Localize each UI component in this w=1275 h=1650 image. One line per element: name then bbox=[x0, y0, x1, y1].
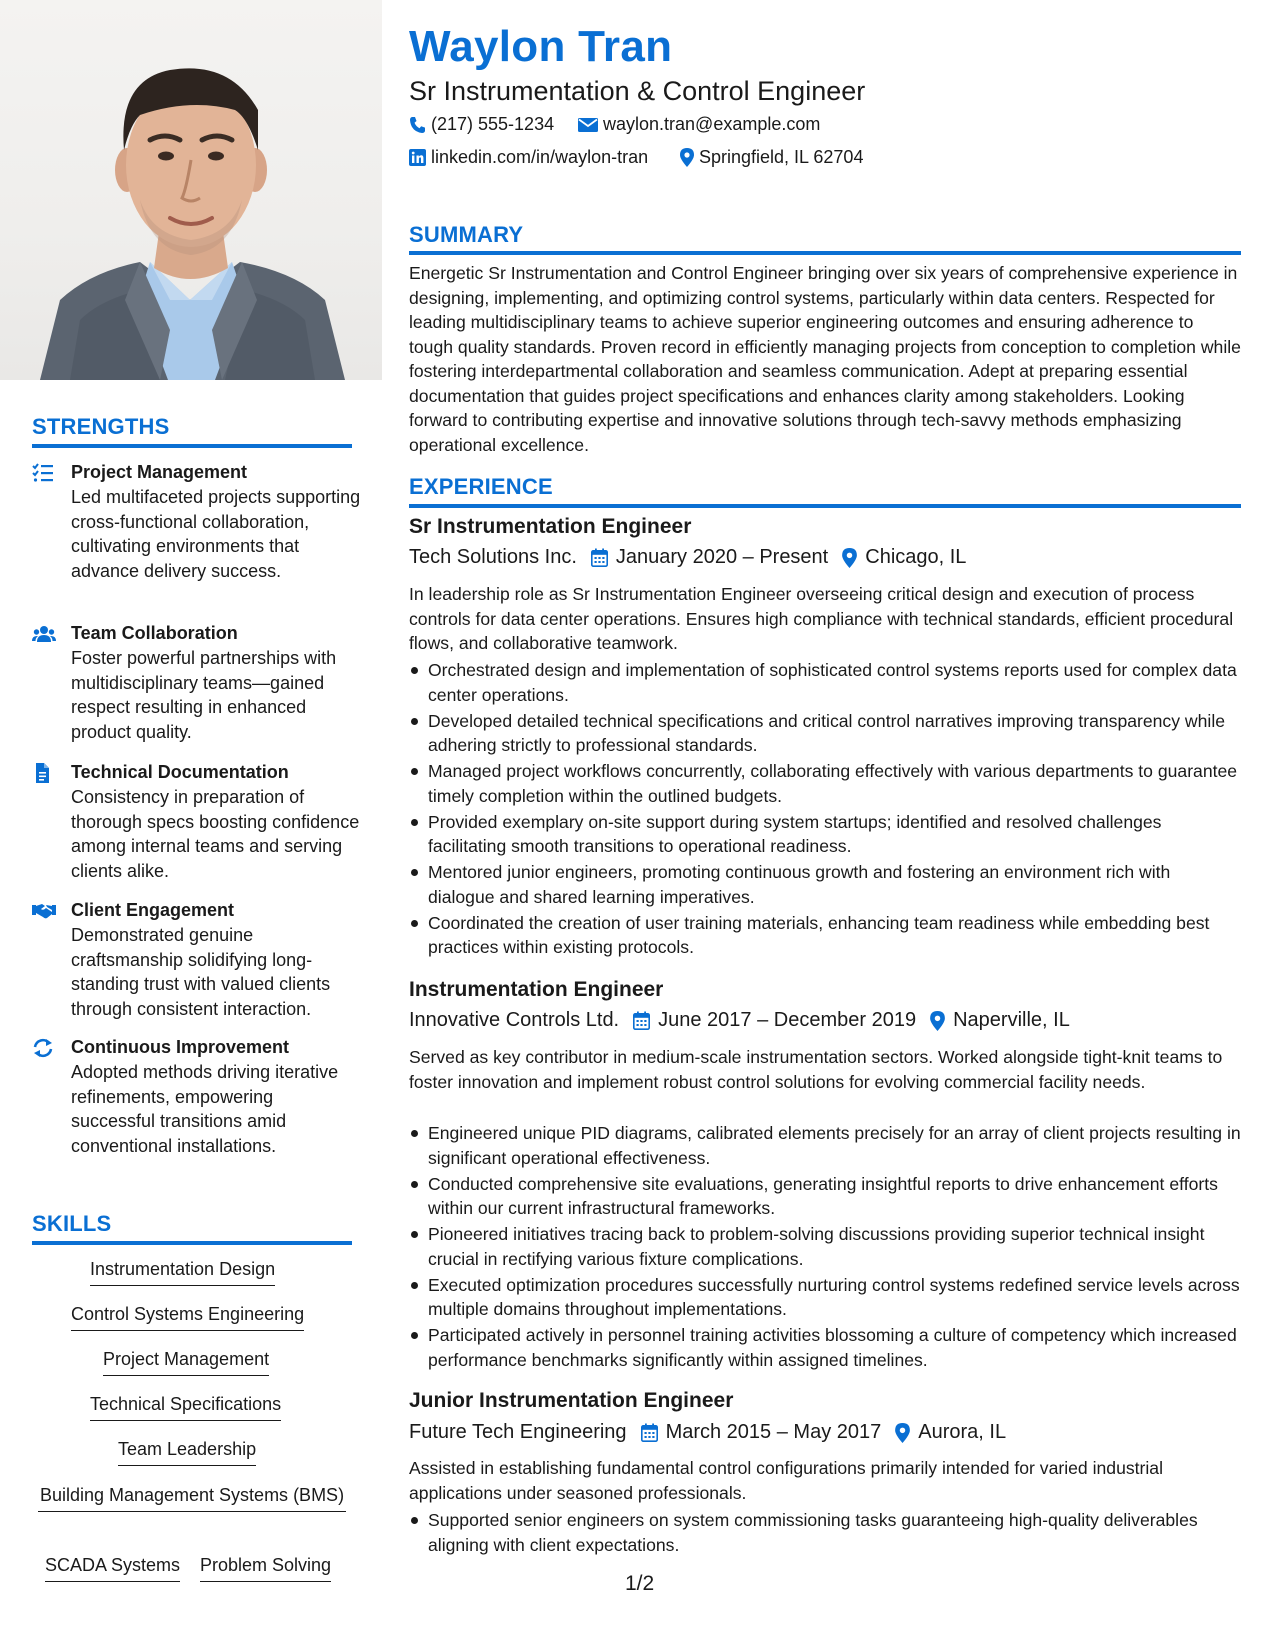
job-dates: March 2015 – May 2017 bbox=[665, 1421, 882, 1443]
contact-location bbox=[680, 147, 863, 168]
list-item: Pioneered initiatives tracing back to problem-solving discussions providing superior technical insight crucial in rectifying various fixture complications. bbox=[409, 1222, 1241, 1271]
refresh-icon bbox=[32, 1038, 54, 1058]
summary-heading: SUMMARY bbox=[409, 222, 524, 247]
handshake-icon bbox=[32, 901, 54, 921]
job-meta bbox=[409, 1009, 1070, 1032]
candidate-role: Sr Instrumentation & Control Engineer bbox=[409, 76, 866, 106]
contact-email bbox=[578, 114, 820, 135]
list-item: Conducted comprehensive site evaluations, generating insightful reports to drive enhancement efforts within our current infrastructural frameworks. bbox=[409, 1172, 1241, 1221]
list-item: Developed detailed technical specifications and critical control narratives improving transparency while adhering strictly to professional standards. bbox=[409, 709, 1241, 758]
list-item: Supported senior engineers on system commissioning tasks guaranteeing high-quality deliverables aligning with client expectations. bbox=[409, 1508, 1241, 1557]
job-title: Instrumentation Engineer bbox=[409, 978, 664, 1001]
strength-name: Team Collaboration bbox=[71, 623, 238, 643]
job-location: Chicago, IL bbox=[865, 546, 967, 568]
list-item: Provided exemplary on-site support during system startups; identified and resolved challenges facilitating smooth transitions to operational readiness. bbox=[409, 810, 1241, 859]
job-location: Aurora, IL bbox=[918, 1421, 1007, 1443]
skill-tag: Project Management bbox=[103, 1348, 269, 1376]
strength-name: Continuous Improvement bbox=[71, 1037, 290, 1057]
job-dates: January 2020 – Present bbox=[615, 546, 829, 568]
phone-text: (217) 555-1234 bbox=[431, 114, 555, 134]
skill-tag: Instrumentation Design bbox=[90, 1258, 275, 1286]
strength-desc: Demonstrated genuine craftsmanship solidifying long-standing trust with valued clients through consistent interaction. bbox=[71, 925, 331, 1019]
summary-divider bbox=[409, 251, 1241, 255]
job-bullets bbox=[409, 1508, 1241, 1559]
email-text: waylon.tran@example.com bbox=[603, 114, 821, 134]
job-location: Naperville, IL bbox=[953, 1009, 1070, 1031]
location-pin-icon bbox=[930, 1011, 945, 1031]
experience-heading: EXPERIENCE bbox=[409, 474, 553, 499]
linkedin-text: linkedin.com/in/waylon-tran bbox=[431, 147, 649, 167]
experience-divider bbox=[409, 504, 1241, 508]
strengths-heading: STRENGTHS bbox=[32, 414, 170, 439]
skill-tag: Control Systems Engineering bbox=[71, 1303, 304, 1331]
job-meta bbox=[409, 1421, 1006, 1444]
job-title: Sr Instrumentation Engineer bbox=[409, 515, 692, 538]
email-icon bbox=[578, 117, 598, 133]
list-item: Engineered unique PID diagrams, calibrated elements precisely for an array of client projects resulting in significant operational effectiveness. bbox=[409, 1121, 1241, 1170]
location-pin-icon bbox=[842, 548, 857, 568]
strength-name: Project Management bbox=[71, 462, 248, 482]
contact-phone bbox=[409, 114, 554, 135]
strength-desc: Led multifaceted projects supporting cross-functional collaboration, cultivating environments that advance delivery success. bbox=[71, 487, 361, 581]
job-company: Innovative Controls Ltd. bbox=[409, 1009, 620, 1031]
users-icon bbox=[32, 624, 54, 644]
list-item: Managed project workflows concurrently, collaborating effectively with various departments to guarantee timely completion within the outlined budgets. bbox=[409, 759, 1241, 808]
skills-divider bbox=[32, 1241, 352, 1245]
job-description: Served as key contributor in medium-scale instrumentation sectors. Worked alongside tight-knit teams to foster innovation and implement robust control solutions for evolving commercial facility needs. bbox=[409, 1047, 1223, 1092]
strength-desc: Consistency in preparation of thorough specs boosting confidence among internal teams and serving clients alike. bbox=[71, 787, 360, 881]
skills-heading: SKILLS bbox=[32, 1211, 112, 1236]
calendar-icon bbox=[633, 1011, 650, 1030]
strength-desc: Adopted methods driving iterative refinements, empowering successful transitions amid conventional installations. bbox=[71, 1062, 339, 1156]
calendar-icon bbox=[591, 548, 608, 567]
location-text: Springfield, IL 62704 bbox=[699, 147, 864, 167]
list-item: Mentored junior engineers, promoting continuous growth and fostering an environment rich with dialogue and shared learning imperatives. bbox=[409, 860, 1241, 909]
list-item: Participated actively in personnel training activities blossoming a culture of competency which increased performance benchmarks significantly within assigned timelines. bbox=[409, 1323, 1241, 1372]
linkedin-icon bbox=[409, 149, 426, 166]
sidebar bbox=[0, 0, 382, 1650]
candidate-name: Waylon Tran bbox=[409, 22, 673, 71]
skill-tag: Technical Specifications bbox=[90, 1393, 281, 1421]
skill-tag: Problem Solving bbox=[200, 1554, 331, 1582]
strengths-divider bbox=[32, 444, 352, 448]
contact-linkedin bbox=[409, 147, 648, 168]
list-item: Orchestrated design and implementation of sophisticated control systems reports used for complex data center operations. bbox=[409, 658, 1241, 707]
document-icon bbox=[32, 763, 54, 783]
job-bullets bbox=[409, 658, 1241, 961]
job-title: Junior Instrumentation Engineer bbox=[409, 1389, 734, 1412]
list-item: Coordinated the creation of user training materials, enhancing team readiness while embedding best practices within existing protocols. bbox=[409, 911, 1241, 960]
checklist-icon bbox=[32, 463, 54, 483]
location-pin-icon bbox=[895, 1423, 910, 1443]
job-meta bbox=[409, 546, 966, 569]
summary-text: Energetic Sr Instrumentation and Control Engineer bringing over six years of comprehensive experience in designing, implementing, and optimizing control systems, particularly within data centers. Respected for leading multidisciplinary teams to achieve superior engineering outcomes and ensuring adherence to tough quality standards. Proven record in efficiently managing projects from conception to completion while fostering interdepartmental collaboration and seamless communication. Adept at preparing essential documentation that guides project specifications and enhances clarity among stakeholders. Looking forward to contributing expertise and innovative solutions through tech-savvy methods emphasizing operational excellence. bbox=[409, 263, 1241, 455]
job-bullets bbox=[409, 1121, 1241, 1374]
job-company: Tech Solutions Inc. bbox=[409, 546, 577, 568]
job-description: Assisted in establishing fundamental control configurations primarily intended for varied industrial applications under seasoned professionals. bbox=[409, 1458, 1163, 1503]
location-pin-icon bbox=[680, 148, 694, 167]
page-number: 1/2 bbox=[625, 1572, 655, 1595]
skill-tag: SCADA Systems bbox=[45, 1554, 180, 1582]
job-dates: June 2017 – December 2019 bbox=[658, 1009, 917, 1031]
phone-icon bbox=[409, 116, 426, 134]
strength-name: Client Engagement bbox=[71, 900, 235, 920]
job-company: Future Tech Engineering bbox=[409, 1421, 627, 1443]
list-item: Executed optimization procedures successfully nurturing control systems redefined service levels across multiple domains throughout implementations. bbox=[409, 1273, 1241, 1322]
profile-photo bbox=[0, 0, 382, 380]
job-description: In leadership role as Sr Instrumentation Engineer overseeing critical design and execution of process controls for data center operations. Ensures high compliance with technical standards, efficient procedural flows, and collaborative teamwork. bbox=[409, 584, 1234, 653]
strength-desc: Foster powerful partnerships with multidisciplinary teams—gained respect resulting in enhanced product quality. bbox=[71, 648, 337, 742]
calendar-icon bbox=[641, 1423, 658, 1442]
skill-tag: Building Management Systems (BMS) bbox=[38, 1484, 346, 1512]
strength-name: Technical Documentation bbox=[71, 762, 289, 782]
skill-tag: Team Leadership bbox=[118, 1438, 256, 1466]
